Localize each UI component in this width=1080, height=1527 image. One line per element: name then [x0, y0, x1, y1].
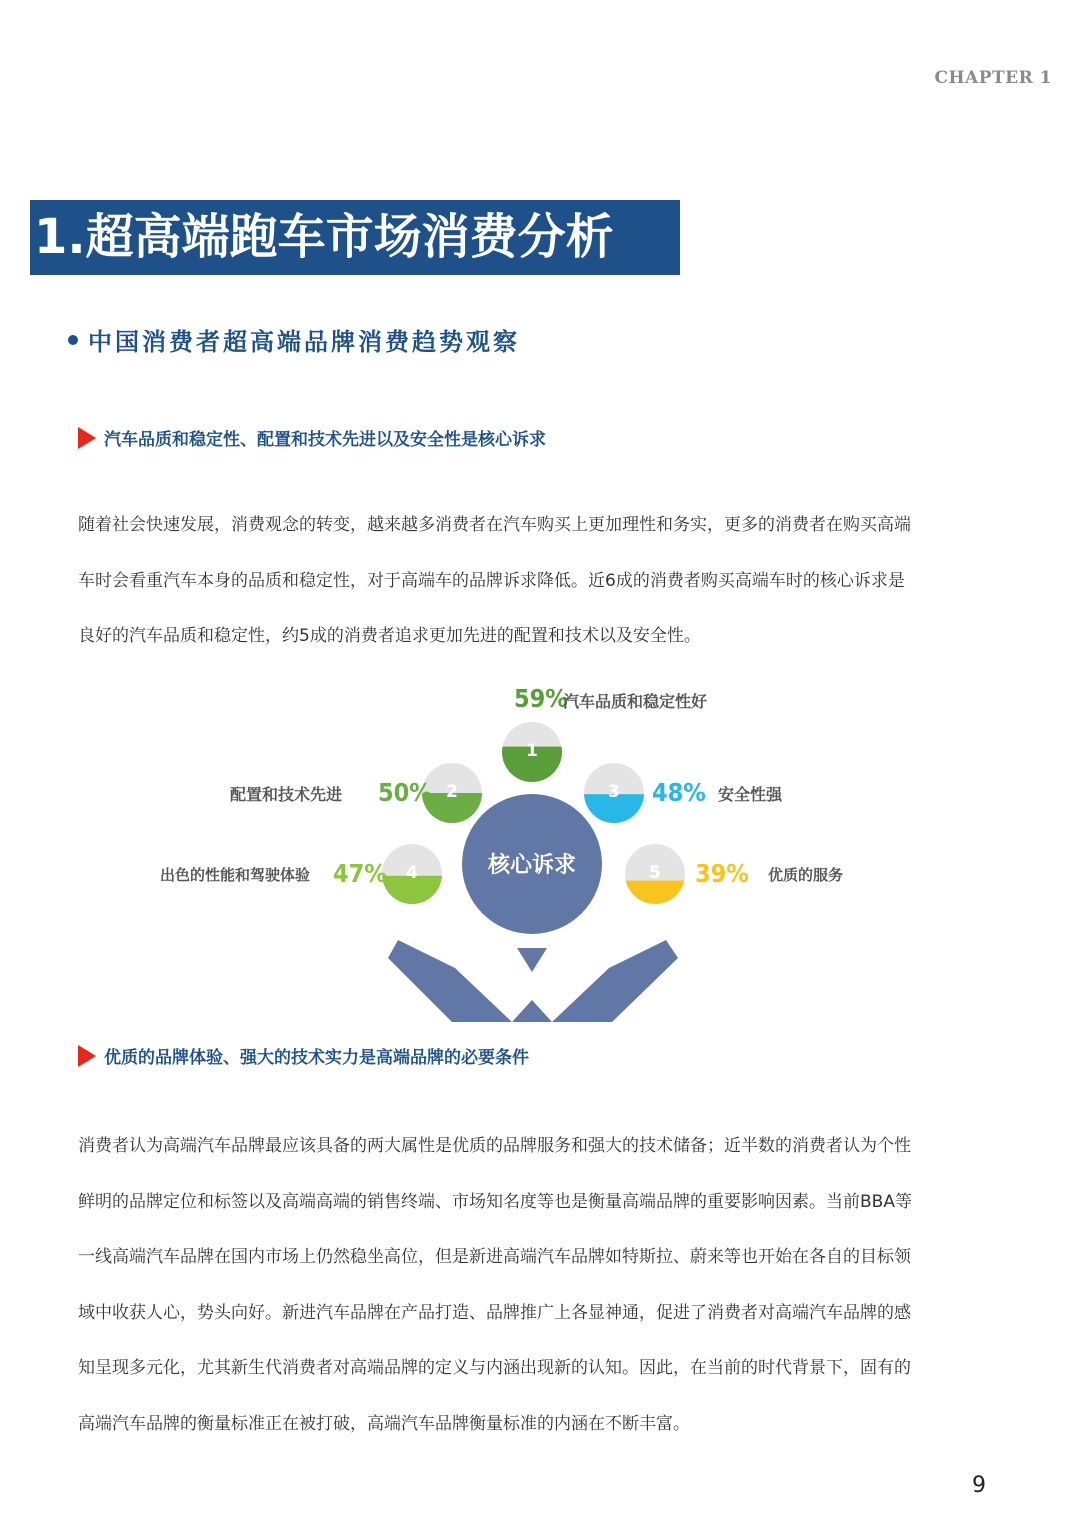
circle-number-4: 4: [406, 863, 418, 883]
paragraph-line: 消费者认为高端汽车品牌最应该具备的两大属性是优质的品牌服务和强大的技术储备；近半数的消费者认为个性: [78, 1136, 911, 1156]
section2-heading-text: 优质的品牌体验、强大的技术实力是高端品牌的必要条件: [104, 1048, 529, 1068]
demand-label-5: 优质的服务: [768, 866, 844, 884]
paragraph-line: 一线高端汽车品牌在国内市场上仍然稳坐高位，但是新进高端汽车品牌如特斯拉、蔚来等也开始在各自的目标领: [78, 1247, 911, 1267]
chapter-label: CHAPTER 1: [934, 68, 1052, 88]
section1-heading-text: 汽车品质和稳定性、配置和技术先进以及安全性是核心诉求: [104, 430, 546, 450]
paragraph-line: 高端汽车品牌的衡量标准正在被打破，高端汽车品牌衡量标准的内涵在不断丰富。: [78, 1413, 690, 1434]
demand-label-2: 配置和技术先进: [230, 785, 343, 804]
demand-label-1: 汽车品质和稳定性好: [563, 692, 708, 711]
percent-4: 47%: [333, 859, 387, 888]
circle-number-5: 5: [649, 863, 661, 883]
paragraph-line: 域中收获人心，势头向好。新进汽车品牌在产品打造、品牌推广上各显神通，促进了消费者对高端汽车品牌的感: [78, 1302, 911, 1323]
section2-paragraph: [78, 1119, 1003, 1452]
paragraph-line: 车时会看重汽车本身的品质和稳定性，对于高端车的品牌诉求降低。近6成的消费者购买高端车时的核心诉求是: [78, 570, 905, 591]
section2-heading: [78, 1043, 529, 1069]
circle-number-3: 3: [608, 782, 620, 802]
center-label: 核心诉求: [487, 853, 576, 878]
paragraph-line: 鲜明的品牌定位和标签以及高端高端的销售终端、市场知名度等也是衡量高端品牌的重要影响因素。当前BBA等: [78, 1191, 912, 1212]
subtitle-text: 中国消费者超高端品牌消费趋势观察: [88, 328, 520, 356]
circle-number-1: 1: [526, 741, 538, 761]
page-number: 9: [972, 1473, 986, 1498]
circle-number-2: 2: [446, 782, 458, 802]
paragraph-line: 知呈现多元化，尤其新生代消费者对高端品牌的定义与内涵出现新的认知。因此，在当前的时代背景下，固有的: [78, 1358, 911, 1378]
triangle-marker-icon: [78, 1045, 96, 1067]
demand-label-4: 出色的性能和驾驶体验: [160, 866, 311, 884]
tie-icon: [517, 948, 547, 972]
percent-3: 48%: [652, 778, 706, 807]
paragraph-line: 良好的汽车品质和稳定性，约5成的消费者追求更加先进的配置和技术以及安全性。: [78, 626, 701, 646]
paragraph-line: 随着社会快速发展，消费观念的转变，越来越多消费者在汽车购买上更加理性和务实，更多的消费者在购买高端: [78, 515, 911, 535]
demand-label-3: 安全性强: [718, 785, 783, 804]
percent-1: 59%: [514, 684, 568, 713]
page-title: 1.超高端跑车市场消费分析: [30, 200, 680, 275]
percent-2: 50%: [378, 778, 432, 807]
percent-5: 39%: [695, 859, 749, 888]
